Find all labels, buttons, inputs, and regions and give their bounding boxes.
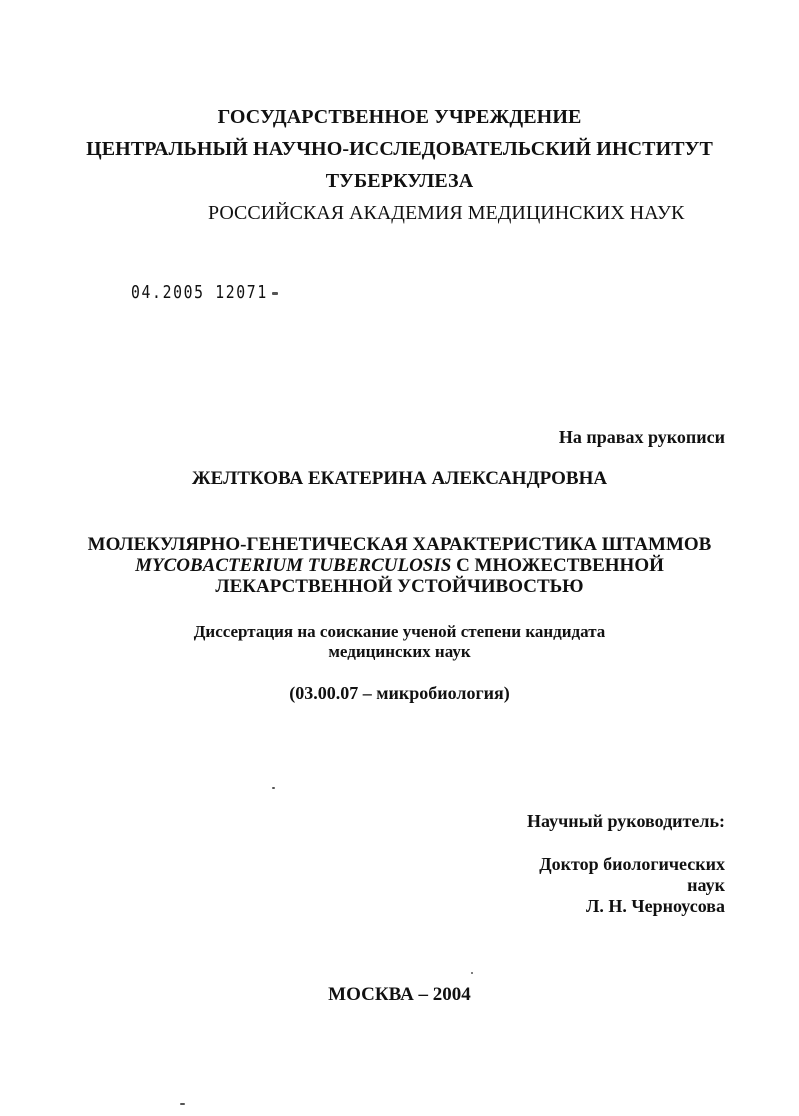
academy-name: РОССИЙСКАЯ АКАДЕМИЯ МЕДИЦИНСКИХ НАУК (208, 202, 685, 224)
title-line-1: МОЛЕКУЛЯРНО-ГЕНЕТИЧЕСКАЯ ХАРАКТЕРИСТИКА ШТАММОВ (87, 534, 712, 555)
supervisor-degree-line-2: наук (687, 875, 725, 895)
title-organism: MYCOBACTERIUM TUBERCULOSIS (135, 555, 452, 576)
stamp-mark (272, 292, 278, 295)
specialty: (03.00.07 – микробиология) (289, 683, 510, 703)
title-line-3: ЛЕКАРСТВЕННОЙ УСТОЙЧИВОСТЬЮ (215, 576, 584, 597)
supervisor-degree-line-1: Доктор биологических (539, 854, 725, 874)
institution-line-3: ТУБЕРКУЛЕЗА (325, 170, 474, 192)
manuscript-note: На правах рукописи (558, 427, 725, 447)
title-line-2 (0, 556, 799, 575)
city-year: МОСКВА – 2004 (328, 984, 471, 1005)
degree-line-2: медицинских наук (328, 642, 471, 661)
title-line-2-rest: С МНОЖЕСТВЕННОЙ (451, 555, 664, 576)
scan-speck (471, 972, 473, 974)
supervisor-name: Л. Н. Черноусова (585, 896, 725, 916)
scan-speck (272, 787, 275, 789)
institution-line-1: ГОСУДАРСТВЕННОЕ УЧРЕЖДЕНИЕ (217, 106, 582, 128)
scan-speck (180, 1103, 185, 1105)
author-name: ЖЕЛТКОВА ЕКАТЕРИНА АЛЕКСАНДРОВНА (191, 468, 608, 489)
supervisor-label: Научный руководитель: (527, 811, 725, 831)
registration-code: 04.2005 12071 (131, 282, 268, 303)
institution-line-2: ЦЕНТРАЛЬНЫЙ НАУЧНО-ИССЛЕДОВАТЕЛЬСКИЙ ИНСТИТУТ (86, 138, 713, 160)
degree-line-1: Диссертация на соискание ученой степени кандидата (193, 622, 606, 641)
